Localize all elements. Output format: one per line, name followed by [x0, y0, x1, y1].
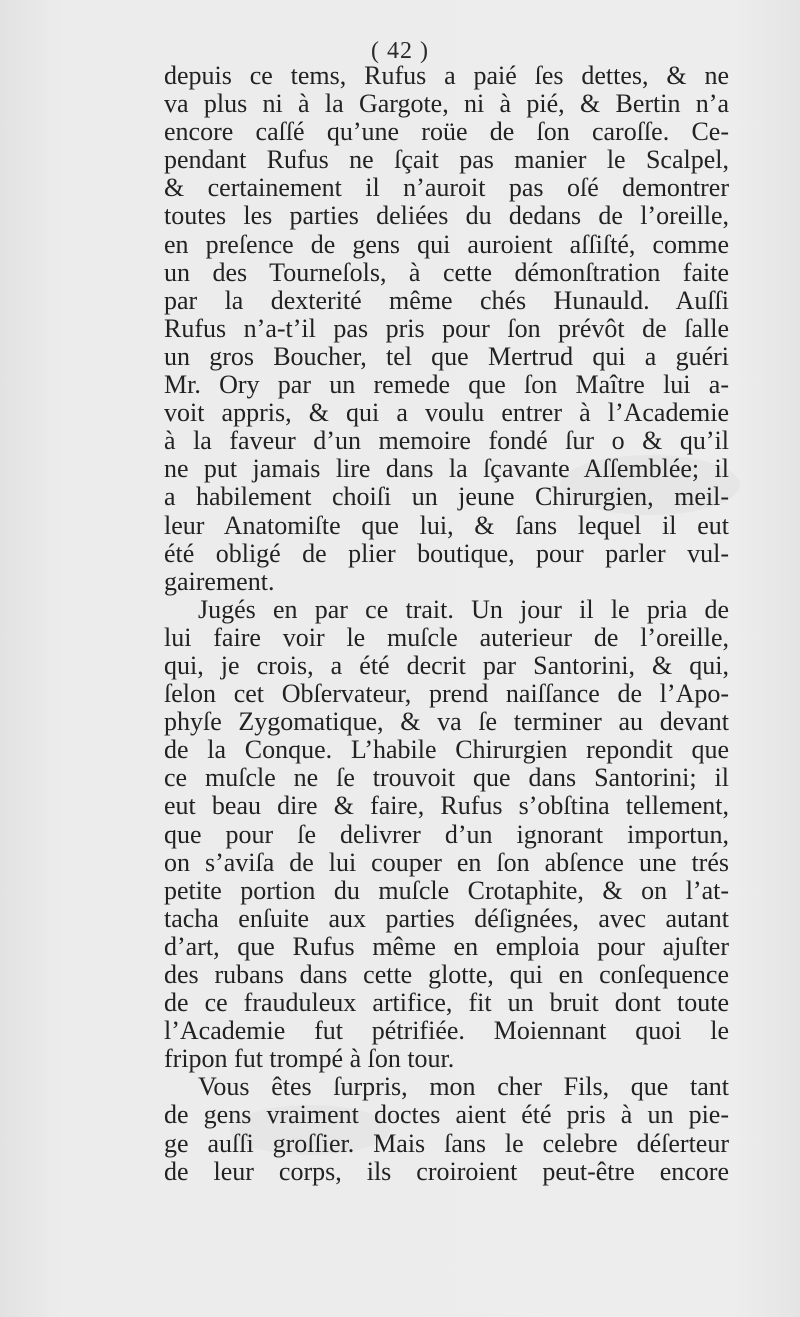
text-line: de leur corps, ils croiroient peut-être encore	[164, 1156, 729, 1186]
text-line: gairement.	[164, 566, 275, 596]
text-line: & certainement il n’auroit pas oſé demontrer	[164, 173, 729, 203]
text-line: que pour ſe delivrer d’un ignorant importun,	[164, 819, 729, 849]
page-body-text	[164, 62, 729, 1186]
text-line: a habilement choiſi un jeune Chirurgien, meil-	[164, 482, 729, 512]
text-line: depuis ce tems, Rufus a paié ſes dettes, & ne	[164, 61, 729, 90]
text-line: de gens vraiment doctes aient été pris à un pie-	[164, 1100, 729, 1130]
text-line: Vous êtes ſurpris, mon cher Fils, que tant	[198, 1072, 729, 1102]
text-line: va plus ni à la Gargote, ni à pié, & Bertin n’a	[164, 89, 729, 119]
text-line: voit appris, & qui a voulu entrer à l’Academie	[164, 398, 729, 428]
text-line: eut beau dire & faire, Rufus s’obſtina tellement,	[164, 791, 729, 821]
text-line: l’Academie fut pétrifiée. Moiennant quoi le	[164, 1016, 729, 1046]
text-line: phyſe Zygomatique, & va ſe terminer au devant	[164, 707, 729, 737]
text-line: par la dexterité même chés Hunauld. Auſſi	[164, 285, 729, 315]
text-line: petite portion du muſcle Crotaphite, & on l’at-	[164, 875, 729, 905]
text-line: des rubans dans cette glotte, qui en conſequence	[164, 960, 729, 989]
text-line: ce muſcle ne ſe trouvoit que dans Santorini; il	[164, 763, 729, 793]
text-line: en preſence de gens qui auroient aſſiſté, comme	[164, 229, 729, 259]
text-line: Rufus n’a-t’il pas pris pour ſon prévôt de ſalle	[164, 313, 729, 343]
text-line: toutes les parties deliées du dedans de l’oreille,	[164, 201, 729, 231]
text-line: ne put jamais lire dans la ſçavante Aſſemblée; il	[164, 454, 729, 484]
text-line: pendant Rufus ne ſçait pas manier le Scalpel,	[164, 145, 729, 175]
text-line: fripon fut trompé à ſon tour.	[164, 1044, 455, 1074]
text-line: qui, je crois, a été decrit par Santorini, & qui,	[164, 650, 729, 680]
text-line: encore caſſé qu’une roüe de ſon caroſſe. Ce-	[164, 117, 729, 147]
text-line: ſelon cet Obſervateur, prend naiſſance de l’Apo-	[164, 679, 729, 709]
page-number: ( 42 )	[371, 38, 429, 64]
text-line: d’art, que Rufus même en emploia pour ajuſter	[164, 931, 729, 961]
text-line: un gros Boucher, tel que Mertrud qui a guéri	[164, 341, 729, 371]
text-line: lui faire voir le muſcle auterieur de l’oreille,	[164, 622, 729, 652]
text-line: un des Tourneſols, à cette démonſtration faite	[164, 257, 729, 287]
text-line: Jugés en par ce trait. Un jour il le pria de	[198, 594, 729, 624]
text-line: on s’aviſa de lui couper en ſon abſence une trés	[164, 847, 729, 877]
text-line: leur Anatomiſte que lui, & ſans lequel il eut	[164, 510, 729, 540]
text-line: tacha enſuite aux parties déſignées, avec autant	[164, 903, 729, 933]
text-line: de ce frauduleux artifice, fit un bruit dont toute	[164, 988, 729, 1018]
text-line: été obligé de plier boutique, pour parler vul-	[164, 538, 729, 568]
text-line: de la Conque. L’habile Chirurgien repondit que	[164, 735, 729, 765]
text-line: ge auſſi groſſier. Mais ſans le celebre déſerteur	[164, 1128, 729, 1158]
text-line: à la faveur d’un memoire fondé ſur o & qu’il	[164, 426, 729, 456]
text-line: Mr. Ory par un remede que ſon Maître lui a-	[164, 370, 729, 400]
